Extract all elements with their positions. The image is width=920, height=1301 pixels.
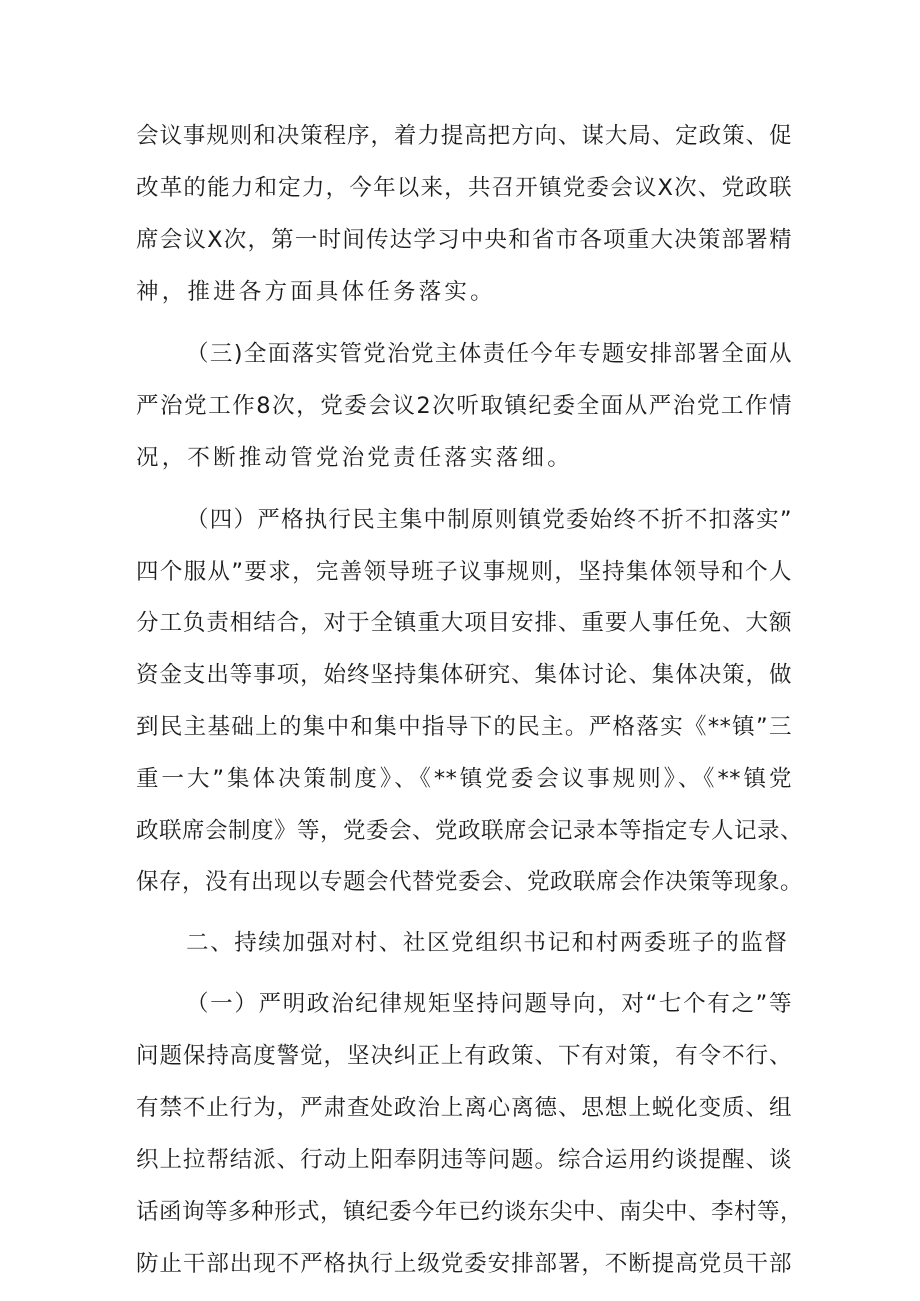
chapter-heading: 二、持续加强对村、社区党组织书记和村两委班子的监督 bbox=[186, 930, 789, 956]
paragraph-line: 话函询等多种形式，镇纪委今年已约谈东尖中、南尖中、李村等， bbox=[136, 1199, 804, 1225]
paragraph-line: 神，推进各方面具体任务落实。 bbox=[136, 279, 496, 305]
paragraph-line: 到民主基础上的集中和集中指导下的民主。严格落实《**镇”三 bbox=[136, 714, 792, 740]
paragraph-line: 改革的能力和定力，今年以来，共召开镇党委会议X次、党政联 bbox=[136, 175, 792, 201]
paragraph-line: 况，不断推动管党治党责任落实落细。 bbox=[136, 445, 573, 471]
paragraph-line: 四个服从”要求，完善领导班子议事规则，坚持集体领导和个人 bbox=[136, 559, 792, 585]
paragraph-line: 会议事规则和决策程序，着力提高把方向、谋大局、定政策、促 bbox=[136, 123, 792, 149]
paragraph-line: 防止干部出现不严格执行上级党委安排部署，不断提高党员干部 bbox=[136, 1251, 792, 1277]
paragraph-line: 保存，没有出现以专题会代替党委会、党政联席会作决策等现象。 bbox=[136, 869, 804, 895]
paragraph-line: 席会议X次，第一时间传达学习中央和省市各项重大决策部署精 bbox=[136, 227, 792, 253]
paragraph-line: 资金支出等事项，始终坚持集体研究、集体讨论、集体决策，做 bbox=[136, 662, 792, 688]
paragraph-line: 重一大”集体决策制度》、《**镇党委会议事规则》、《**镇党 bbox=[136, 766, 792, 792]
paragraph-line: 严治党工作8次，党委会议2次听取镇纪委全面从严治党工作情 bbox=[136, 393, 792, 419]
section-heading-line: （三)全面落实管党治党主体责任今年专题安排部署全面从 bbox=[186, 341, 792, 367]
paragraph-line: 有禁不止行为，严肃查处政治上离心离德、思想上蜕化变质、组 bbox=[136, 1095, 792, 1121]
paragraph-line: 织上拉帮结派、行动上阳奉阴违等问题。综合运用约谈提醒、谈 bbox=[136, 1147, 792, 1173]
paragraph-line: 问题保持高度警觉，坚决纠正上有政策、下有对策，有令不行、 bbox=[136, 1043, 792, 1069]
paragraph-line: 政联席会制度》等，党委会、党政联席会记录本等指定专人记录、 bbox=[136, 818, 804, 844]
paragraph-line: 分工负责相结合，对于全镇重大项目安排、重要人事任免、大额 bbox=[136, 610, 792, 636]
section-heading-line: （四）严格执行民主集中制原则镇党委始终不折不扣落实” bbox=[186, 507, 792, 533]
section-heading-line: （一）严明政治纪律规矩坚持问题导向，对“七个有之”等 bbox=[186, 991, 792, 1017]
